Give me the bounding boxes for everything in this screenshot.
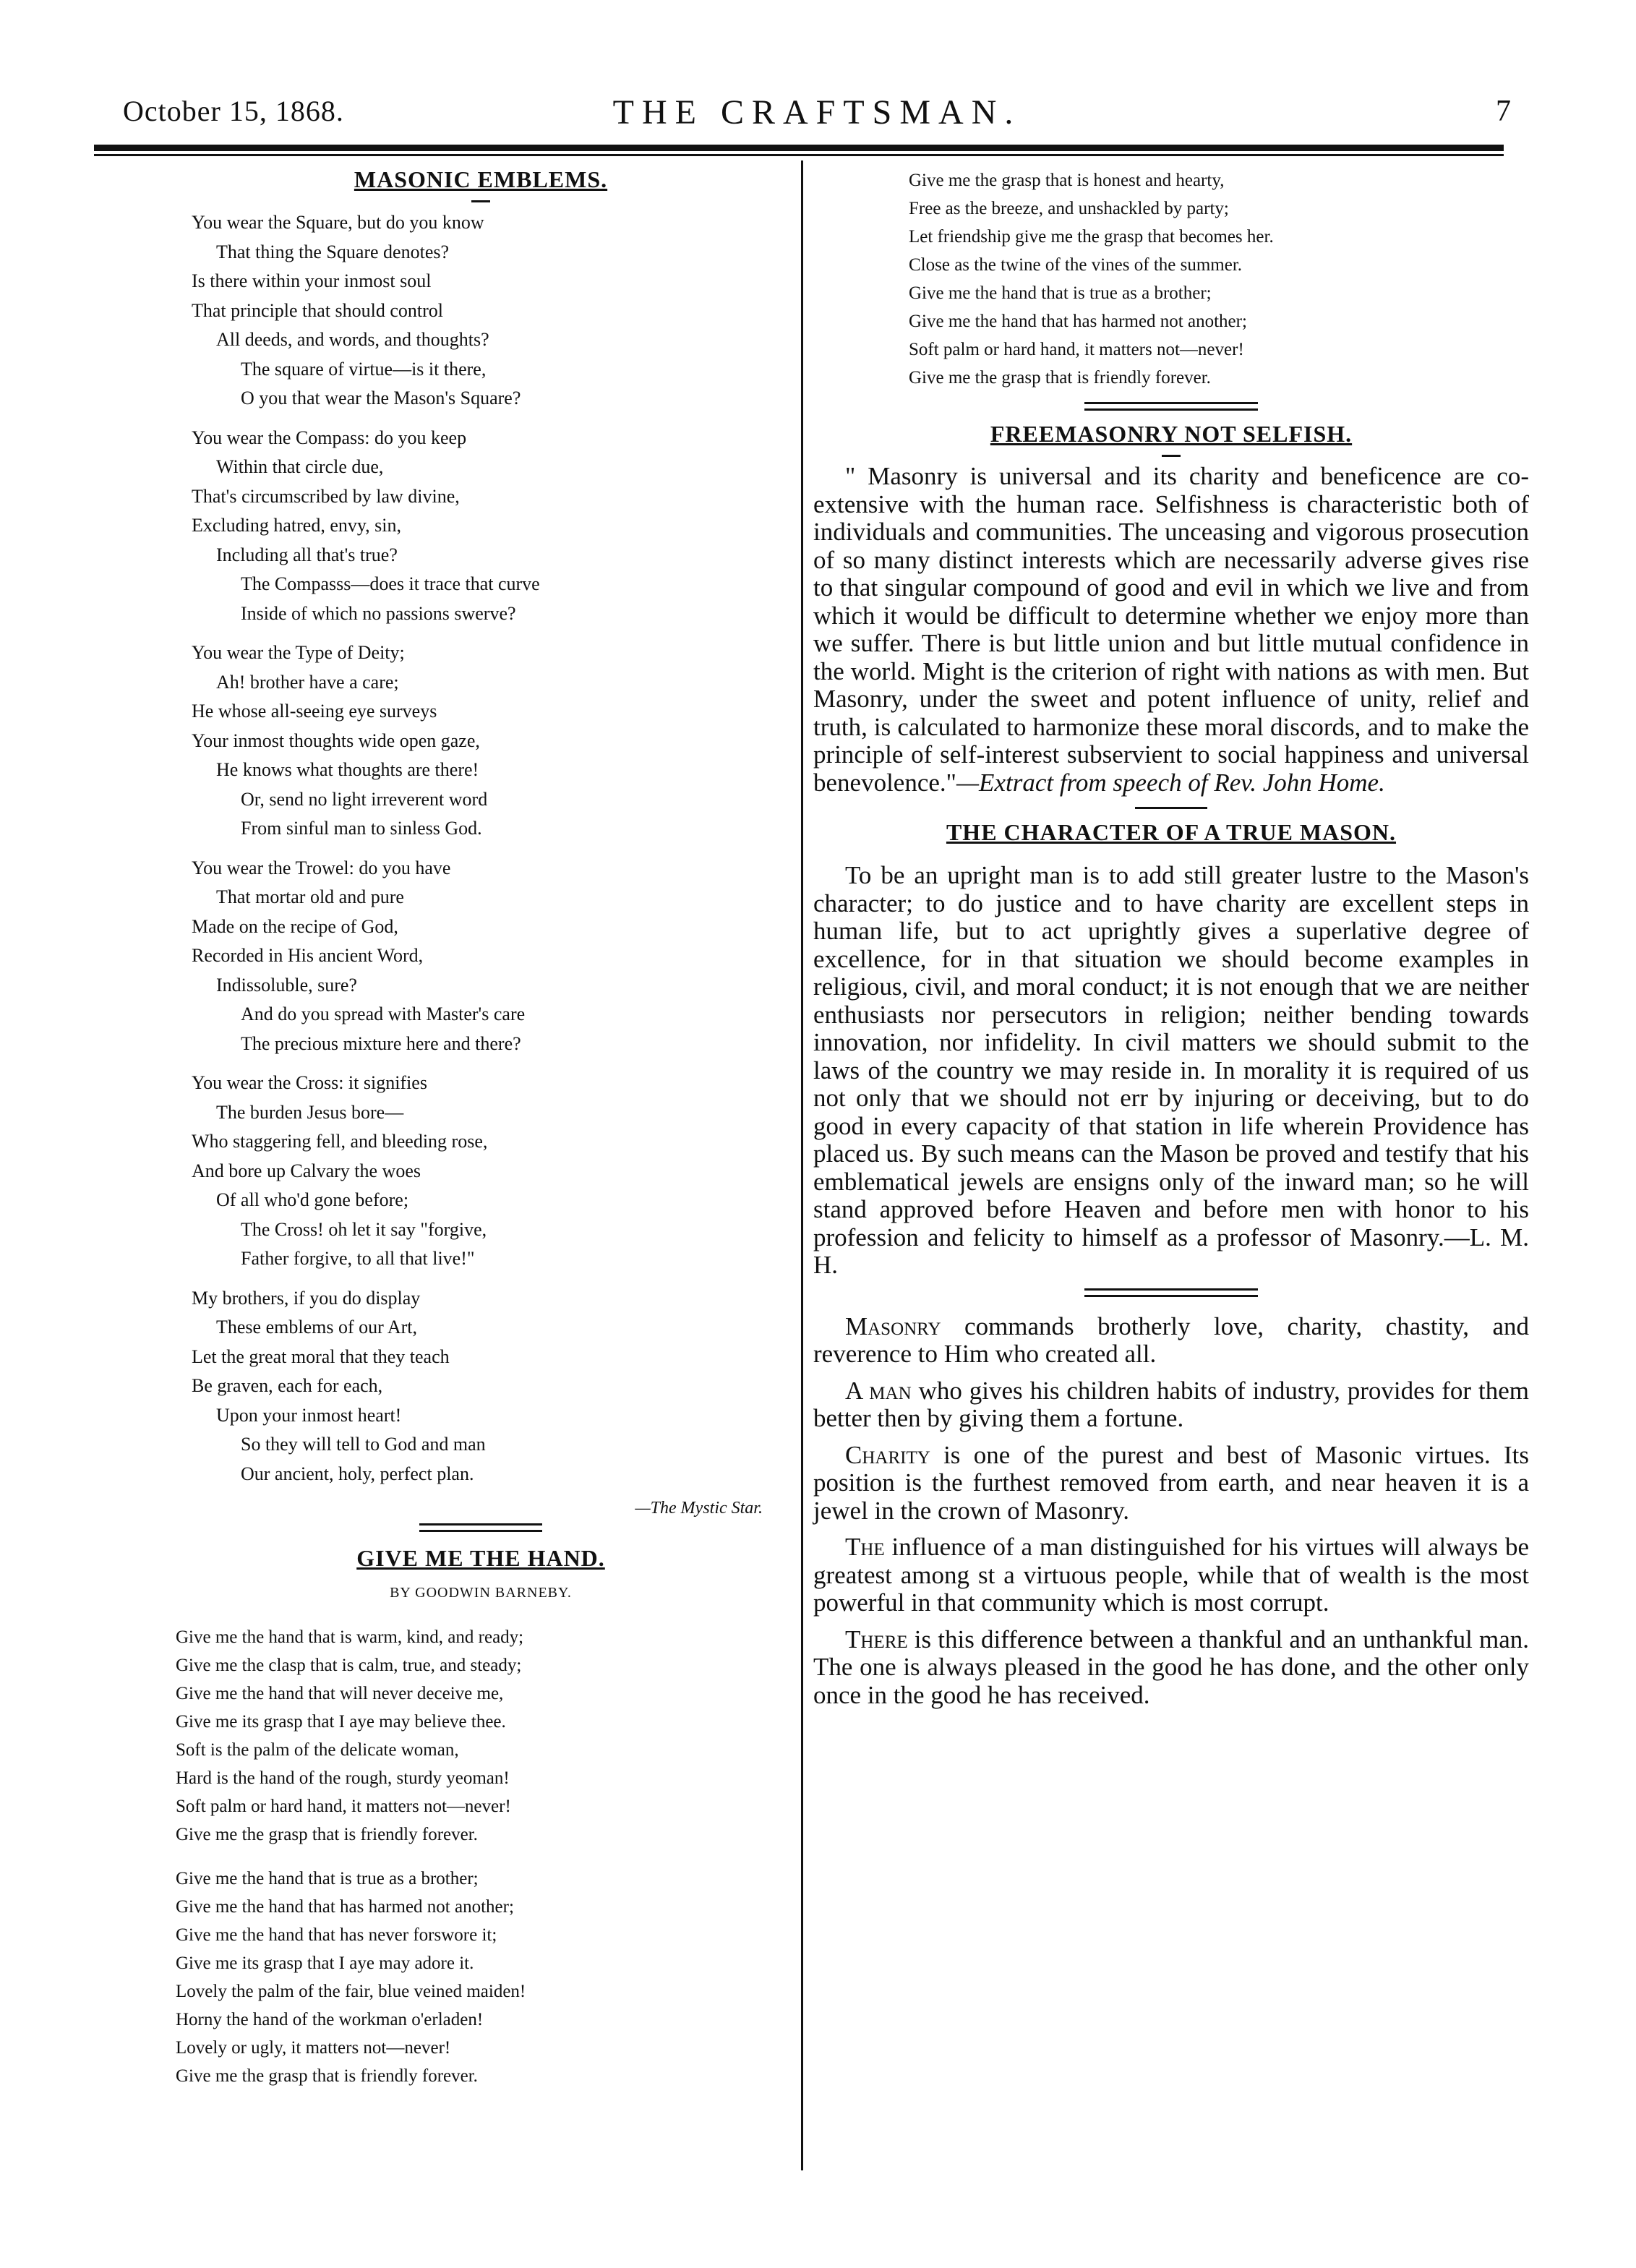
poem-line: From sinful man to sinless God. xyxy=(241,818,482,839)
short-paragraph xyxy=(813,1533,1529,1617)
paragraph-text: influence of a man distinguished for his virtues will always be greatest among st a virtuous people, while that of wealth is the most powerful in that community which is most corrupt. xyxy=(813,1533,1529,1617)
poem-give-me-the-hand xyxy=(176,1623,770,2090)
stanza xyxy=(192,1284,770,1489)
poem-line: Ah! brother have a care; xyxy=(216,671,399,693)
spacer xyxy=(813,1297,1529,1313)
section-separator xyxy=(1084,402,1258,404)
poem-line: The precious mixture here and there? xyxy=(241,1032,521,1054)
paragraph-lead: A man xyxy=(845,1376,912,1405)
poem-line: Give me the grasp that is honest and hearty, xyxy=(909,171,1225,190)
poem-line: The Cross! oh let it say "forgive, xyxy=(241,1218,487,1240)
poem-line: The square of virtue—is it there, xyxy=(241,358,487,380)
poem-line: Give me the hand that has never forswore it; xyxy=(176,1925,497,1945)
poem-line: Give me the hand that is true as a brother; xyxy=(176,1869,479,1888)
article-title-give-me-the-hand: GIVE ME THE HAND. xyxy=(356,1545,605,1571)
poem-line: Recorded in His ancient Word, xyxy=(192,945,424,966)
section-separator xyxy=(1135,807,1207,809)
poem-line: Made on the recipe of God, xyxy=(192,915,398,937)
short-paragraph xyxy=(813,1442,1529,1525)
article-title-character: THE CHARACTER OF A TRUE MASON. xyxy=(946,819,1397,845)
paragraph-lead: The xyxy=(845,1533,885,1561)
poem-line: You wear the Square, but do you know xyxy=(192,212,484,233)
poem-line: Give me the hand that is true as a brother; xyxy=(909,283,1212,303)
poem-line: The burden Jesus bore— xyxy=(216,1101,404,1123)
header-rule-thin xyxy=(94,154,1504,156)
stanza xyxy=(176,1865,770,2090)
section-separator xyxy=(1084,408,1258,411)
poem-line: Give me the hand that will never deceive me, xyxy=(176,1684,504,1703)
poem-line: Give me the hand that has harmed not another; xyxy=(909,312,1247,331)
paragraph-text: commands brotherly love, charity, chastity, and reverence to Him who created all. xyxy=(813,1311,1529,1368)
paragraph-text: is one of the purest and best of Masonic virtues. Its position is the furthest removed from earth, and near heaven it is a jewel in the crown of Masonry. xyxy=(813,1440,1529,1525)
article-body-freemasonry: " Masonry is universal and its charity and beneficence are co-extensive with the human race. Selfishness is characteristic both of individuals and communities. The unceasing and vigorous prosecution of so many distinct interests which are necessarily adverse gives rise to that singular compound of good and evil in which we live and from which it would be difficult to determine whether we enjoy more than we suffer. There is but little union and but little mutual confidence in the world. Might is the criterion of right with nations as with men. But Masonry, under the sweet and potent influence of unity, relief and truth, is calculated to harmonize these moral discords, and to make the principle of self-interest subservient to social happiness and universal benevolence."—Extract from speech of Rev. John Home. xyxy=(813,462,1529,797)
poem-line: Our ancient, holy, perfect plan. xyxy=(241,1463,474,1484)
left-column xyxy=(176,166,770,2106)
poem-line: You wear the Type of Deity; xyxy=(192,642,405,663)
poem-line: Give me its grasp that I aye may believe thee. xyxy=(176,1712,506,1732)
article-title-freemasonry-not-selfish: FREEMASONRY NOT SELFISH. xyxy=(990,421,1353,447)
section-separator xyxy=(419,1523,542,1525)
paragraph-lead: Masonry xyxy=(845,1311,941,1340)
poem-line: He whose all-seeing eye surveys xyxy=(192,701,437,722)
byline: BY GOODWIN BARNEBY. xyxy=(390,1585,572,1601)
poem-line: That's circumscribed by law divine, xyxy=(192,485,460,507)
attribution-mystic-star: —The Mystic Star. xyxy=(635,1499,763,1518)
spacer xyxy=(813,846,1529,862)
poem-line: Inside of which no passions swerve? xyxy=(241,602,516,624)
poem-line: Lovely or ugly, it matters not—never! xyxy=(176,2038,451,2058)
poem-line: You wear the Cross: it signifies xyxy=(192,1072,427,1093)
poem-line: O you that wear the Mason's Square? xyxy=(241,388,521,408)
poem-line: Of all who'd gone before; xyxy=(216,1189,409,1210)
poem-line: That principle that should control xyxy=(192,299,444,321)
poem-line: Horny the hand of the workman o'erladen! xyxy=(176,2010,484,2029)
article-title-masonic-emblems: MASONIC EMBLEMS. xyxy=(354,166,608,192)
paragraph-text: is this difference between a thankful and an unthankful man. The one is always pleased in the good he has done, and the other only once in the good he has received. xyxy=(813,1625,1529,1709)
poem-line: Be graven, each for each, xyxy=(192,1375,383,1396)
paragraph-lead: Charity xyxy=(845,1440,930,1469)
poem-line: Give me the hand that has harmed not another; xyxy=(176,1897,514,1917)
issue-date: October 15, 1868. xyxy=(123,95,344,127)
poem-masonic-emblems xyxy=(192,208,770,1489)
section-separator xyxy=(1084,1288,1258,1291)
short-paragraphs xyxy=(813,1313,1529,1710)
poem-line: Who staggering fell, and bleeding rose, xyxy=(192,1131,488,1152)
poem-line: Give me the grasp that is friendly forever. xyxy=(176,2066,478,2086)
poem-line: And do you spread with Master's care xyxy=(241,1004,526,1024)
poem-line: Indissoluble, sure? xyxy=(216,974,357,996)
poem-line: He knows what thoughts are there! xyxy=(216,759,479,780)
title-dash xyxy=(471,200,490,202)
short-paragraph xyxy=(813,1626,1529,1710)
poem-line: Give me the hand that is warm, kind, and ready; xyxy=(176,1627,524,1647)
poem-line: So they will tell to God and man xyxy=(241,1434,486,1455)
paragraph-lead: There xyxy=(845,1625,908,1653)
poem-line: That thing the Square denotes? xyxy=(216,241,450,262)
poem-line: That mortar old and pure xyxy=(216,886,404,907)
poem-line: Give me the grasp that is friendly forever. xyxy=(909,368,1211,388)
masthead-title: THE CRAFTSMAN. xyxy=(612,93,1022,132)
article-body-character: To be an upright man is to add still greater lustre to the Mason's character; to do justice and to have charity are excellent steps in human life, but to act uprightly gives a superlative degree of excellence, for in that situation we should become examples in religious, civil, and moral conduct; it is not enough that we are neither enthusiasts nor persecutors in religion; neither bending towards innovation, nor infidelity. In civil matters we should submit to the laws of the country we may reside in. In morality it is required of us not only that we should not err by injuring or deceiving, but to do good in every capacity of that station in life wherein Providence has placed us. By such means can the Mason be proved and testify that his emblematical jewels are ensigns only of the inward man; so he will stand approved before Heaven and before men with honor to his profession and felicity to himself as a professor of Masonry.—L. M. H. xyxy=(813,861,1529,1279)
poem-line: Soft is the palm of the delicate woman, xyxy=(176,1740,459,1760)
poem-line: Excluding hatred, envy, sin, xyxy=(192,515,402,536)
poem-line: Father forgive, to all that live!" xyxy=(241,1248,475,1269)
poem-line: Soft palm or hard hand, it matters not—never! xyxy=(176,1797,511,1816)
poem-line: You wear the Compass: do you keep xyxy=(192,427,467,448)
poem-line: Or, send no light irreverent word xyxy=(241,788,488,810)
poem-line: Free as the breeze, and unshackled by party; xyxy=(909,199,1229,218)
header-rule xyxy=(94,145,1504,151)
poem-line: Soft palm or hard hand, it matters not—never! xyxy=(909,340,1244,359)
stanza xyxy=(192,208,770,414)
poem-line: All deeds, and words, and thoughts? xyxy=(216,329,489,350)
poem-line: Give me the clasp that is calm, true, and steady; xyxy=(176,1656,522,1675)
stanza xyxy=(192,854,770,1059)
poem-line: Give me its grasp that I aye may adore it. xyxy=(176,1954,474,1973)
poem-line: Is there within your inmost soul xyxy=(192,270,432,291)
poem-line: Within that circle due, xyxy=(216,456,384,477)
right-column xyxy=(813,166,1529,1718)
poem-line: Including all that's true? xyxy=(216,544,398,565)
poem-line: My brothers, if you do display xyxy=(192,1287,421,1309)
poem-line: These emblems of our Art, xyxy=(216,1317,417,1338)
stanza xyxy=(176,1623,770,1849)
poem-line: Give me the grasp that is friendly forever. xyxy=(176,1825,478,1844)
title-dash xyxy=(1162,455,1181,457)
poem-line: Close as the twine of the vines of the summer. xyxy=(909,255,1243,275)
stanza xyxy=(192,424,770,629)
poem-line: Upon your inmost heart! xyxy=(216,1404,402,1426)
stanza xyxy=(192,638,770,844)
poem-line: The Compasss—does it trace that curve xyxy=(241,573,540,594)
page-number: 7 xyxy=(1496,95,1511,128)
short-paragraph xyxy=(813,1377,1529,1433)
paragraph-text: who gives his children habits of industry, provides for them better then by giving them a fortune. xyxy=(813,1376,1529,1432)
poem-line: Hard is the hand of the rough, sturdy yeoman! xyxy=(176,1768,510,1788)
poem-line: Lovely the palm of the fair, blue veined maiden! xyxy=(176,1982,526,2001)
stanza xyxy=(192,1069,770,1274)
poem-line: Your inmost thoughts wide open gaze, xyxy=(192,729,480,751)
poem-line: Let the great moral that they teach xyxy=(192,1345,450,1367)
short-paragraph xyxy=(813,1313,1529,1369)
poem-give-me-the-hand-continued xyxy=(813,166,1529,392)
poem-line: Let friendship give me the grasp that becomes her. xyxy=(909,227,1274,247)
page-header xyxy=(123,88,1511,139)
poem-line: And bore up Calvary the woes xyxy=(192,1160,421,1181)
poem-line: You wear the Trowel: do you have xyxy=(192,857,451,878)
section-separator xyxy=(419,1530,542,1532)
column-divider xyxy=(801,161,803,2170)
